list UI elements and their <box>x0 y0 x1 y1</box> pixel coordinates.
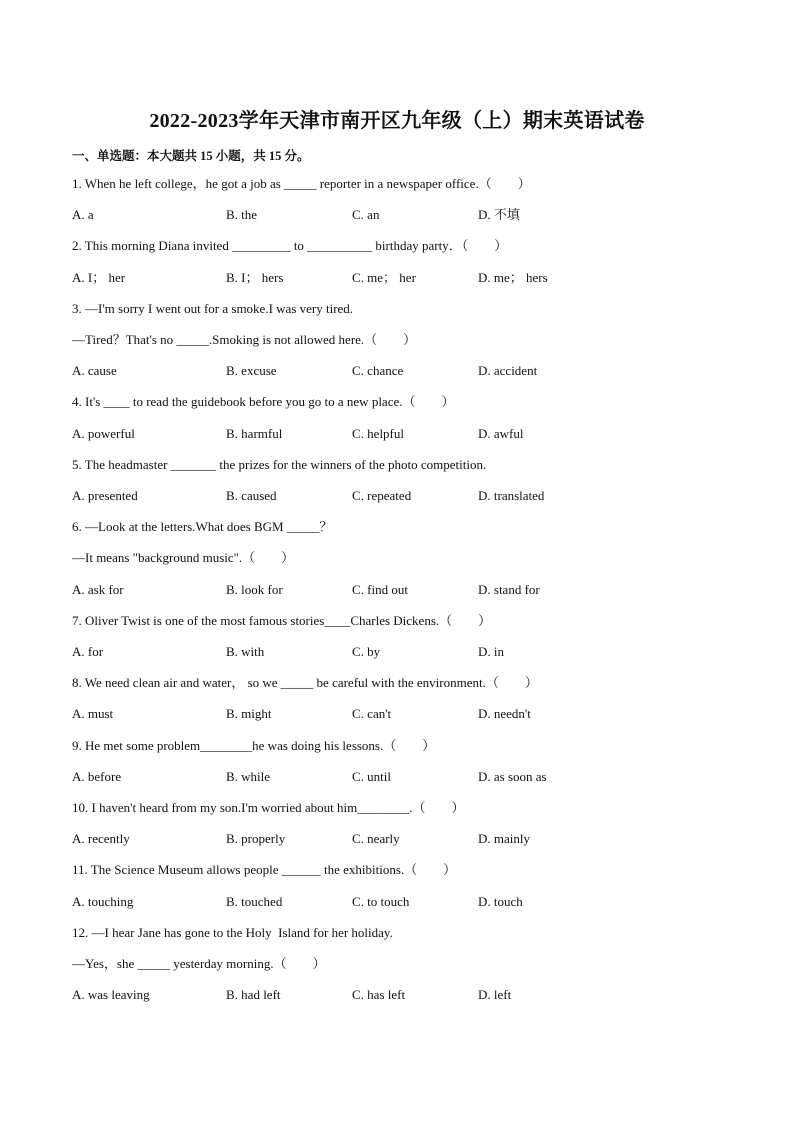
question-10-line-1: 10. I haven't heard from my son.I'm worried about him________.（ ） <box>72 800 465 815</box>
question-7-option-d: D. in <box>478 644 504 659</box>
question-10-option-c: C. nearly <box>352 831 400 847</box>
question-2-line-1: 2. This morning Diana invited _________ to __________ birthday party．（ ） <box>72 238 508 254</box>
question-4-option-b: B. harmful <box>226 425 283 441</box>
question-4-option-c: C. helpful <box>352 425 404 441</box>
question-3-option-b: B. excuse <box>226 363 277 379</box>
question-4-option-a: A. powerful <box>72 425 135 441</box>
question-12-option-a: A. was leaving <box>72 987 150 1003</box>
question-9-option-a: A. before <box>72 768 122 784</box>
question-9-line-1: 9. He met some problem________he was doing his lessons.（ ） <box>72 737 436 753</box>
question-12-line-2: —Yes，she _____ yesterday morning.（ ） <box>72 956 326 971</box>
question-1-option-d: D. 不填 <box>478 207 520 223</box>
section-heading: 一、单选题：本大题共 15 小题，共 15 分。 <box>72 149 310 163</box>
question-7-option-b: B. with <box>226 644 265 659</box>
question-8-line-1: 8. We need clean air and water， so we _____ be careful with the environment.（ ） <box>72 675 538 691</box>
question-12-option-b: B. had left <box>226 987 281 1003</box>
question-1-option-a: A. a <box>72 207 94 223</box>
question-8-option-b: B. might <box>226 706 272 722</box>
question-10-option-d: D. mainly <box>478 831 530 847</box>
question-5-option-a: A. presented <box>72 488 138 503</box>
question-9-option-d: D. as soon as <box>478 768 547 784</box>
question-6-option-c: C. find out <box>352 581 408 597</box>
question-6-line-2: —It means "background music".（ ） <box>72 550 295 566</box>
question-8-option-a: A. must <box>72 706 114 722</box>
question-6-option-a: A. ask for <box>72 581 124 597</box>
question-9-option-c: C. until <box>352 768 392 784</box>
question-4-line-1: 4. It's ____ to read the guidebook before you go to a new place.（ ） <box>72 394 455 410</box>
question-5-option-c: C. repeated <box>352 488 412 503</box>
question-3-line-2: —Tired？That's no _____.Smoking is not allowed here.（ ） <box>72 332 417 347</box>
question-11-option-d: D. touch <box>478 893 523 909</box>
question-3-option-d: D. accident <box>478 363 538 379</box>
question-8-option-c: C. can't <box>352 706 392 722</box>
question-9-option-b: B. while <box>226 768 271 784</box>
question-2-option-c: C. me； her <box>352 269 416 285</box>
question-10-option-a: A. recently <box>72 831 130 847</box>
question-11-line-1: 11. The Science Museum allows people ______ the exhibitions.（ ） <box>72 862 457 878</box>
question-1-option-c: C. an <box>352 207 380 223</box>
question-4-option-d: D. awful <box>478 425 524 441</box>
question-2-option-b: B. I； hers <box>226 269 284 285</box>
question-2-option-a: A. I； her <box>72 269 126 285</box>
question-8-option-d: D. needn't <box>478 706 531 722</box>
question-7-line-1: 7. Oliver Twist is one of the most famous stories____Charles Dickens.（ ） <box>72 612 492 628</box>
page-title: 2022-2023学年天津市南开区九年级（上）期末英语试卷 <box>149 110 645 132</box>
question-1-option-b: B. the <box>226 207 258 223</box>
question-2-option-d: D. me； hers <box>478 269 548 285</box>
question-11-option-a: A. touching <box>72 893 134 909</box>
question-1-line-1: 1. When he left college，he got a job as _____ reporter in a newspaper office.（ ） <box>72 176 531 191</box>
question-10-option-b: B. properly <box>226 831 286 847</box>
question-3-option-a: A. cause <box>72 363 117 379</box>
question-11-option-c: C. to touch <box>352 893 410 909</box>
question-12-option-c: C. has left <box>352 987 406 1003</box>
question-12-line-1: 12. —I hear Jane has gone to the Holy Island for her holiday. <box>72 924 393 940</box>
question-5-option-d: D. translated <box>478 488 545 503</box>
question-6-option-b: B. look for <box>226 581 283 597</box>
question-7-option-c: C. by <box>352 644 381 659</box>
question-3-line-1: 3. —I'm sorry I went out for a smoke.I was very tired. <box>72 300 354 316</box>
question-12-option-d: D. left <box>478 987 512 1003</box>
question-7-option-a: A. for <box>72 644 104 659</box>
question-6-option-d: D. stand for <box>478 581 540 597</box>
question-5-line-1: 5. The headmaster _______ the prizes for the winners of the photo competition. <box>72 456 487 472</box>
question-6-line-1: 6. —Look at the letters.What does BGM _____？ <box>72 519 333 535</box>
question-11-option-b: B. touched <box>226 893 283 909</box>
question-5-option-b: B. caused <box>226 488 277 503</box>
question-3-option-c: C. chance <box>352 363 404 379</box>
